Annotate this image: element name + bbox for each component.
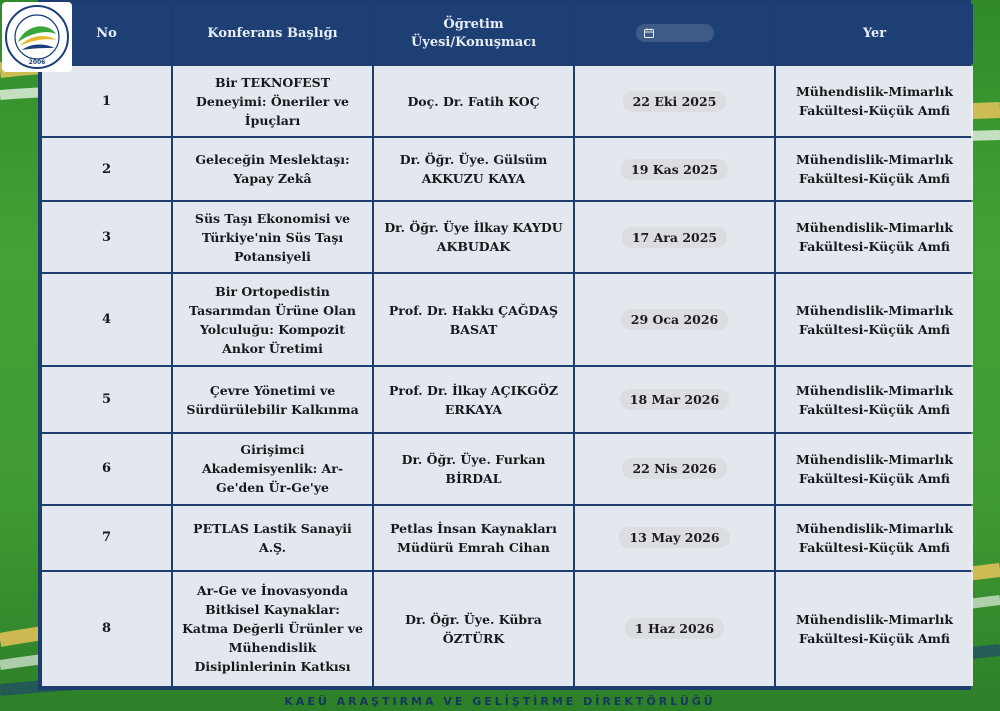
header-place: Yer: [776, 4, 973, 64]
university-logo: [2, 2, 72, 72]
conference-place-cell: Mühendislik-Mimarlık Fakültesi-Küçük Amfi: [776, 202, 973, 272]
table-row: [42, 506, 973, 570]
date-pill: 17 Ara 2025: [622, 227, 727, 248]
header-title: Konferans Başlığı: [173, 4, 372, 64]
conference-date-cell: [575, 572, 774, 686]
conference-place-cell: Mühendislik-Mimarlık Fakültesi-Küçük Amfi: [776, 506, 973, 570]
date-pill: 19 Kas 2025: [621, 159, 728, 180]
date-pill: 22 Eki 2025: [623, 91, 727, 112]
table-row: [42, 66, 973, 136]
table-row: [42, 367, 973, 431]
header-speaker-line2: Üyesi/Konuşmacı: [410, 35, 537, 50]
conference-title-cell: Süs Taşı Ekonomisi ve Türkiye'nin Süs Taşı Potansiyeli: [173, 202, 372, 272]
conference-date-cell: [575, 506, 774, 570]
conference-title-cell: Çevre Yönetimi ve Sürdürülebilir Kalkınma: [173, 367, 372, 431]
svg-text:2006: 2006: [28, 59, 46, 66]
table-row: [42, 274, 973, 365]
conference-date-cell: [575, 274, 774, 365]
conference-place-cell: Mühendislik-Mimarlık Fakültesi-Küçük Amfi: [776, 274, 973, 365]
row-number-cell: 5: [42, 367, 171, 431]
university-emblem: [4, 4, 70, 70]
row-number-cell: 1: [42, 66, 171, 136]
conference-date-cell: [575, 367, 774, 431]
row-number-cell: 7: [42, 506, 171, 570]
header-no: No: [42, 4, 171, 64]
header-speaker: [374, 4, 573, 64]
header-speaker-line1: Öğretim: [443, 17, 504, 32]
speaker-name-cell: Dr. Öğr. Üye. Kübra ÖZTÜRK: [374, 572, 573, 686]
speaker-name-cell: Petlas İnsan Kaynakları Müdürü Emrah Cihan: [374, 506, 573, 570]
conference-date-cell: [575, 434, 774, 504]
conference-place-cell: Mühendislik-Mimarlık Fakültesi-Küçük Amfi: [776, 367, 973, 431]
speaker-name-cell: Prof. Dr. İlkay AÇIKGÖZ ERKAYA: [374, 367, 573, 431]
table-row: [42, 202, 973, 272]
row-number-cell: 3: [42, 202, 171, 272]
conference-title-cell: PETLAS Lastik Sanayii A.Ş.: [173, 506, 372, 570]
date-pill: 29 Oca 2026: [621, 309, 729, 330]
conference-place-cell: Mühendislik-Mimarlık Fakültesi-Küçük Amfi: [776, 572, 973, 686]
date-pill: 13 May 2026: [619, 527, 729, 548]
date-pill: 1 Haz 2026: [625, 618, 724, 639]
conference-title-cell: Girişimci Akademisyenlik: Ar-Ge'den Ür-Ge'ye: [173, 434, 372, 504]
conference-title-cell: Ar-Ge ve İnovasyonda Bitkisel Kaynaklar: Katma Değerli Ürünler ve Mühendislik Disiplinlerinin Katkısı: [173, 572, 372, 686]
speaker-name-cell: Doç. Dr. Fatih KOÇ: [374, 66, 573, 136]
conference-place-cell: Mühendislik-Mimarlık Fakültesi-Küçük Amfi: [776, 434, 973, 504]
speaker-name-cell: Dr. Öğr. Üye. Furkan BİRDAL: [374, 434, 573, 504]
calendar-icon: [644, 28, 654, 38]
date-pill: 18 Mar 2026: [620, 389, 729, 410]
conference-place-cell: Mühendislik-Mimarlık Fakültesi-Küçük Amfi: [776, 138, 973, 200]
footer-text: KAEÜ ARAŞTIRMA VE GELİŞTİRME DİREKTÖRLÜĞÜ: [284, 695, 716, 708]
speaker-name-cell: Prof. Dr. Hakkı ÇAĞDAŞ BASAT: [374, 274, 573, 365]
conference-place-cell: Mühendislik-Mimarlık Fakültesi-Küçük Amfi: [776, 66, 973, 136]
conference-table: [40, 2, 975, 688]
table-header-row: [42, 4, 973, 64]
conference-title-cell: Bir TEKNOFEST Deneyimi: Öneriler ve İpuçları: [173, 66, 372, 136]
table-row: [42, 138, 973, 200]
conference-date-cell: [575, 66, 774, 136]
table-row: [42, 572, 973, 686]
date-header-pill: [636, 24, 714, 42]
row-number-cell: 4: [42, 274, 171, 365]
conference-title-cell: Geleceğin Meslektaşı: Yapay Zekâ: [173, 138, 372, 200]
date-pill: 22 Nis 2026: [622, 458, 726, 479]
speaker-name-cell: Dr. Öğr. Üye İlkay KAYDU AKBUDAK: [374, 202, 573, 272]
conference-date-cell: [575, 202, 774, 272]
conference-date-cell: [575, 138, 774, 200]
row-number-cell: 2: [42, 138, 171, 200]
speaker-name-cell: Dr. Öğr. Üye. Gülsüm AKKUZU KAYA: [374, 138, 573, 200]
table-row: [42, 434, 973, 504]
header-date: [575, 4, 774, 64]
conference-table-wrapper: [38, 0, 971, 690]
row-number-cell: 6: [42, 434, 171, 504]
row-number-cell: 8: [42, 572, 171, 686]
conference-title-cell: Bir Ortopedistin Tasarımdan Ürüne Olan Yolculuğu: Kompozit Ankor Üretimi: [173, 274, 372, 365]
